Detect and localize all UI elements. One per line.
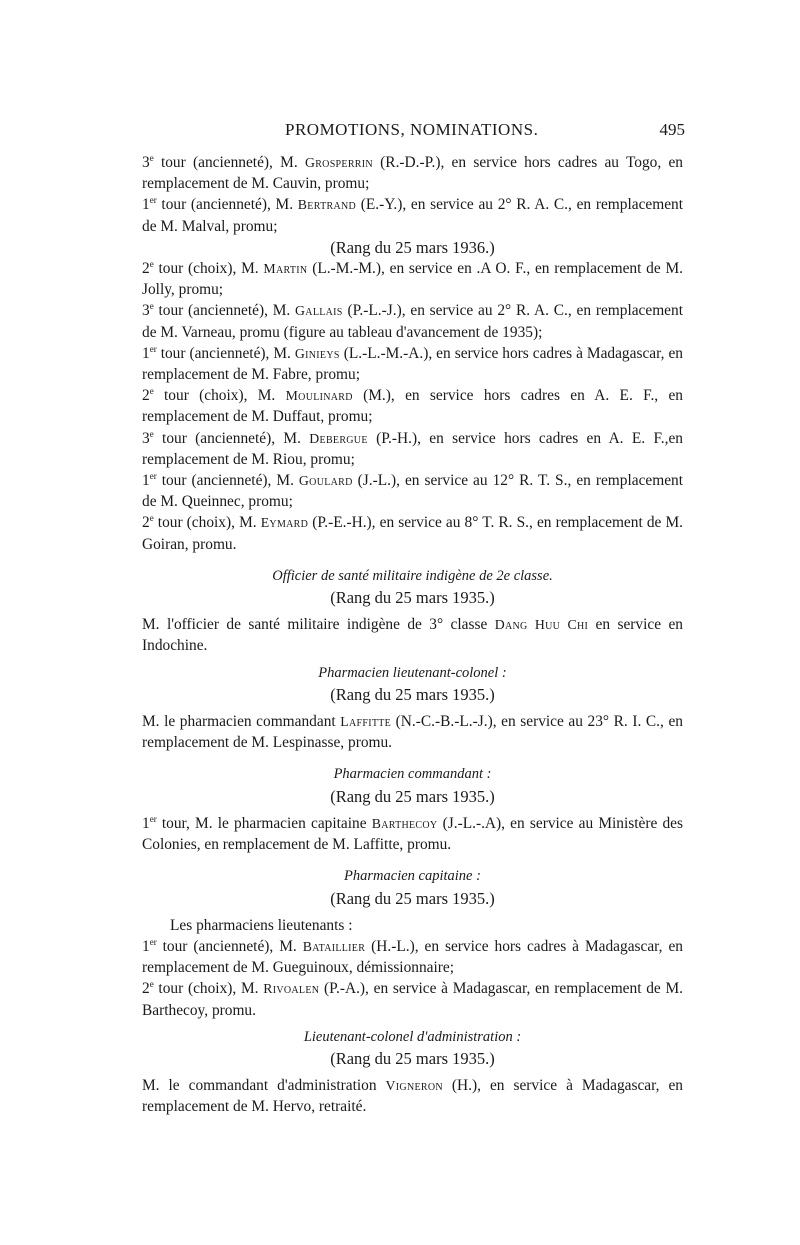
entry-text: en service en Indochine. (142, 616, 683, 655)
entry-eymard (142, 512, 683, 554)
entry-text: (H.), en service à Madagascar, en remplacement de M. Hervo, retraité. (142, 1077, 684, 1116)
entry-barthecoy (142, 813, 683, 855)
entry-text: (P.-A.), en service à Madagascar, en remplacement de M. Barthecoy, promu. (142, 980, 683, 1019)
entry-text: tour, M. le pharmacien capitaine (156, 814, 372, 832)
person-surname: Dang Huu Chi (494, 617, 589, 633)
entry-text: (E.-Y.), en service au 2° R. A. C., en remplacement de M. Malval, promu; (142, 196, 684, 235)
person-surname: Grosperrin (304, 155, 373, 170)
entry-text: tour (choix), M. (153, 980, 264, 998)
ordinal-number: 1 (142, 344, 150, 362)
entry-text: (J.-L.), en service au 12° R. T. S., en remplacement de M. Queinnec, promu; (142, 472, 684, 511)
entry-text: (P.-L.-J.), en service au 2° R. A. C., en remplacement de M. Varneau, promu (figure au tableau d'avancement de 1935); (142, 302, 683, 341)
ordinal-suffix: e (149, 386, 154, 397)
entry-text: tour (ancienneté), M. (156, 472, 299, 490)
entry-bertrand (142, 194, 683, 236)
ordinal-suffix: e (149, 301, 154, 312)
spacer (142, 855, 683, 866)
entry-bataillier (142, 936, 683, 978)
ordinal-suffix: er (149, 343, 157, 354)
person-surname: Vigneron (385, 1078, 443, 1094)
entry-text: tour (choix), M. (153, 260, 264, 278)
entry-text: tour (choix), M. (153, 514, 261, 532)
ordinal-number: 1 (142, 937, 150, 955)
ordinal-suffix: e (149, 258, 154, 269)
person-surname: Ginieys (294, 345, 340, 361)
entry-text: (R.-D.-P.), en service hors cadres au Togo, en remplacement de M. Cauvin, promu; (142, 154, 684, 193)
ordinal-number: 1 (142, 814, 150, 832)
rang-3: (Rang du 25 mars 1935.) (330, 684, 495, 704)
ordinal-number: 2 (142, 387, 150, 405)
ordinal-number: 2 (142, 980, 150, 998)
title-pharmacien-lt-col: Pharmacien lieutenant-colonel : (318, 664, 507, 681)
ordinal-number: 3 (142, 429, 150, 447)
entry-text: (P.-H.), en service hors cadres en A. E. F.,en remplacement de M. Riou, promu; (142, 429, 683, 468)
person-surname: Barthecoy (371, 815, 438, 831)
entry-goulard (142, 470, 683, 512)
entry-text: (P.-E.-H.), en service au 8° T. R. S., en remplacement de M. Goiran, promu. (142, 514, 683, 553)
entry-text: M. le pharmacien commandant (142, 713, 341, 731)
entry-text: tour (choix), M. (153, 387, 286, 405)
entry-text: tour (ancienneté), M. (156, 196, 298, 214)
entry-vigneron (142, 1075, 683, 1117)
rang-1: (Rang du 25 mars 1936.) (330, 237, 495, 257)
entry-text: tour (ancienneté), M. (153, 302, 296, 320)
title-pharmacien-cap: Pharmacien capitaine : (344, 868, 481, 885)
entry-text: (L.-M.-M.), en service en .A O. F., en remplacement de M. Jolly, promu; (142, 260, 683, 299)
rang-4: (Rang du 25 mars 1935.) (330, 786, 495, 806)
person-surname: Laffitte (340, 714, 392, 730)
ordinal-suffix: er (149, 195, 157, 206)
ordinal-suffix: er (149, 813, 157, 824)
entry-text: (L.-L.-M.-A.), en service hors cadres à Madagascar, en remplacement de M. Fabre, promu; (142, 344, 683, 384)
ordinal-suffix: e (149, 513, 154, 524)
person-surname: Goulard (298, 473, 353, 489)
title-lt-col-admin: Lieutenant-colonel d'administration : (303, 1028, 522, 1045)
entry-text: tour (ancienneté), M. (156, 937, 303, 955)
entry-grosperrin (142, 152, 683, 194)
person-surname: Bertrand (297, 197, 357, 213)
running-title: PROMOTIONS, NOMINATIONS. (285, 120, 539, 139)
ordinal-suffix: e (149, 428, 154, 439)
entry-text: tour (ancienneté), M. (156, 344, 295, 362)
entry-rivoalen (142, 978, 683, 1020)
intro-lieutenants: Les pharmaciens lieutenants : (170, 916, 353, 934)
rang-2: (Rang du 25 mars 1935.) (330, 588, 495, 608)
person-surname: Eymard (260, 515, 309, 531)
title-officier: Officier de santé militaire indigène de 2e classe. (272, 567, 553, 584)
entry-debergue (142, 428, 683, 470)
entry-text: M. le commandant d'administration (142, 1077, 386, 1095)
ordinal-number: 3 (142, 302, 150, 320)
spacer (142, 555, 683, 566)
ordinal-number: 2 (142, 260, 150, 278)
rang-6: (Rang du 25 mars 1935.) (330, 1048, 495, 1068)
entry-text: (N.-C.-B.-L.-J.), en service au 23° R. I. C., en remplacement de M. Lespinasse, promu. (142, 713, 683, 752)
entry-text: tour (ancienneté), M. (153, 154, 305, 171)
person-surname: Debergue (309, 430, 368, 446)
ordinal-suffix: e (149, 979, 154, 990)
person-surname: Gallais (295, 303, 343, 319)
person-surname: Moulinard (285, 388, 353, 404)
entry-text: tour (ancienneté), M. (153, 429, 310, 447)
ordinal-suffix: er (149, 470, 157, 481)
person-surname: Martin (263, 261, 308, 277)
person-surname: Rivoalen (263, 981, 320, 997)
ordinal-number: 2 (142, 514, 150, 532)
entry-text: M. l'officier de santé militaire indigène de 3° classe (142, 616, 495, 634)
entry-dang-huu-chi (142, 614, 683, 656)
ordinal-suffix: e (149, 152, 154, 163)
document-body (142, 152, 683, 1118)
title-pharmacien-cdt: Pharmacien commandant : (333, 766, 492, 783)
entry-text: (J.-L.-.A), en service au Ministère des Colonies, en remplacement de M. Laffitte, promu. (142, 814, 683, 854)
page-header (140, 120, 685, 142)
ordinal-number: 1 (142, 472, 150, 490)
entry-text: (H.-L.), en service hors cadres à Madagascar, en remplacement de M. Gueguinoux, démissionnaire; (142, 937, 683, 977)
page-number: 495 (659, 120, 685, 139)
person-surname: Bataillier (302, 938, 366, 954)
entry-ginieys (142, 343, 683, 385)
ordinal-number: 3 (142, 154, 150, 171)
rang-5: (Rang du 25 mars 1935.) (330, 888, 495, 908)
entry-martin (142, 258, 683, 300)
entry-gallais (142, 300, 683, 342)
spacer (142, 753, 683, 764)
ordinal-suffix: er (149, 936, 157, 947)
entry-moulinard (142, 385, 683, 427)
ordinal-number: 1 (142, 196, 150, 214)
entry-laffitte (142, 711, 683, 753)
entry-text: (M.), en service hors cadres en A. E. F., en remplacement de M. Duffaut, promu; (142, 387, 683, 426)
